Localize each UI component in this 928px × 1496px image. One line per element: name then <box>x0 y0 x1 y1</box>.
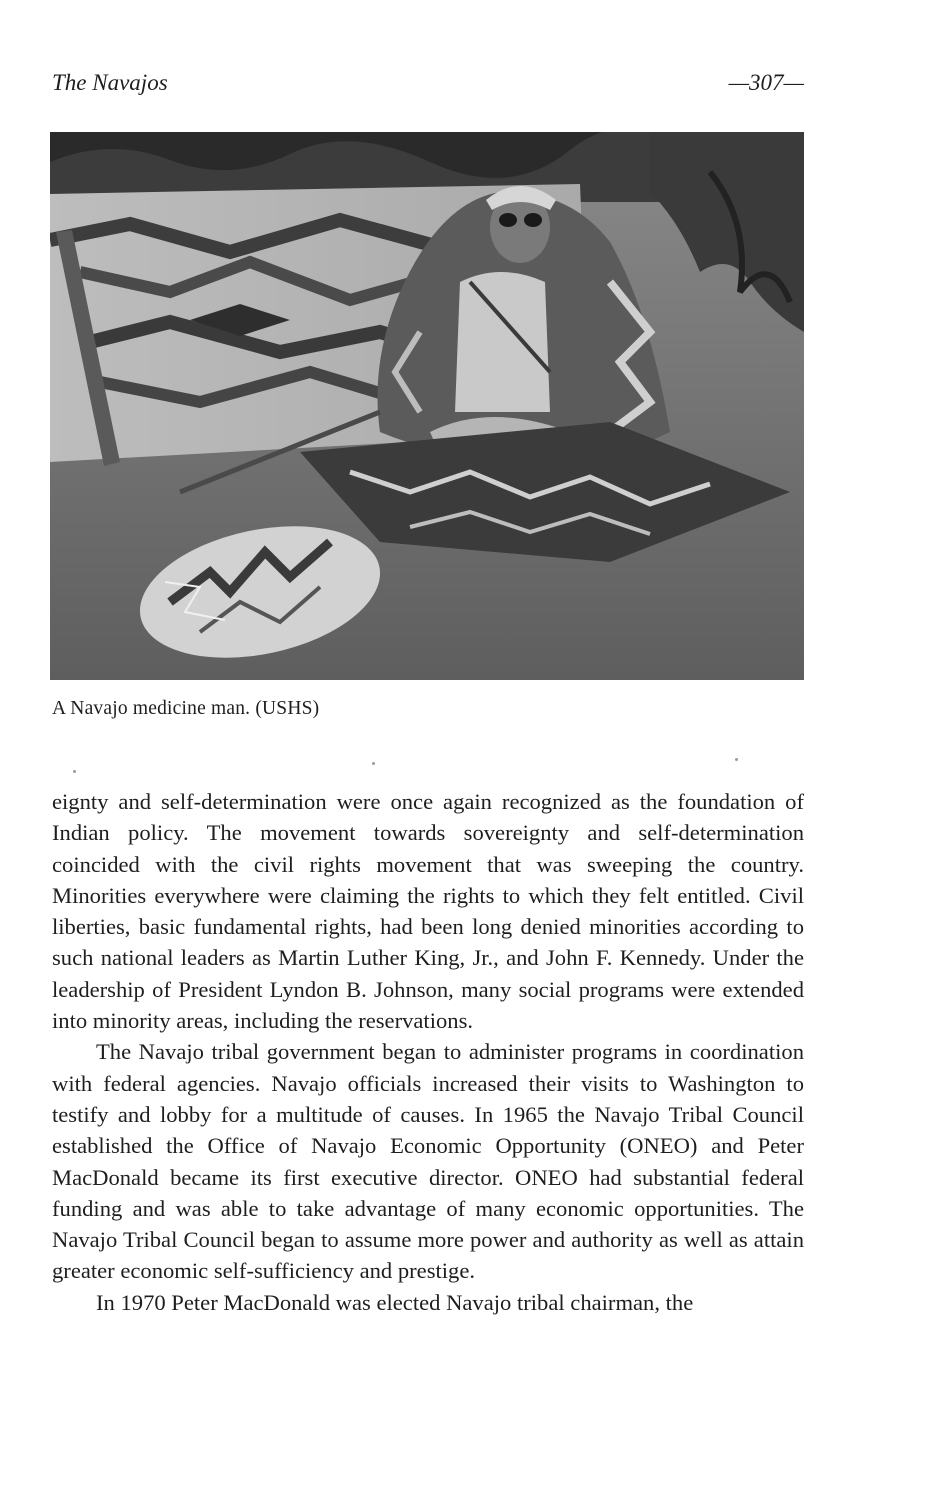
body-text <box>52 786 804 1318</box>
paragraph-2: The Navajo tribal government began to administer programs in coordination with federal agencies. Navajo officials increased their visits to Washington to testify and lobby for a multitude of causes. In 1965 the Navajo Tribal Council established the Office of Navajo Economic Opportunity (ONEO) and Peter MacDonald became its first executive director. ONEO had substantial federal funding and was able to take advantage of many economic opportunities. The Navajo Tribal Council began to assume more power and authority as well as attain greater economic self-sufficiency and prestige. <box>52 1039 804 1284</box>
scan-speck <box>735 758 738 761</box>
paragraph-3: In 1970 Peter MacDonald was elected Navajo tribal chairman, the <box>96 1289 694 1315</box>
page-number: —307— <box>728 70 804 95</box>
photo-illustration <box>50 132 804 680</box>
scan-speck <box>73 770 76 773</box>
navajo-medicine-man-photo <box>50 132 804 680</box>
running-head <box>52 70 804 102</box>
photo-caption: A Navajo medicine man. (USHS) <box>52 698 320 719</box>
paragraph-1: eignty and self-determination were once again recognized as the foundation of Indian policy. The movement towards sovereignty and self-determination coincided with the civil rights movement that was sweeping the country. Minorities everywhere were claiming the rights to which they felt entitled. Civil liberties, basic fundamental rights, had been long denied minorities according to such national leaders as Martin Luther King, Jr., and John F. Kennedy. Under the leadership of President Lyndon B. Johnson, many social programs were extended into minority areas, including the reservations. <box>52 789 804 1034</box>
book-title: The Navajos <box>52 70 168 95</box>
scan-speck <box>372 762 375 765</box>
